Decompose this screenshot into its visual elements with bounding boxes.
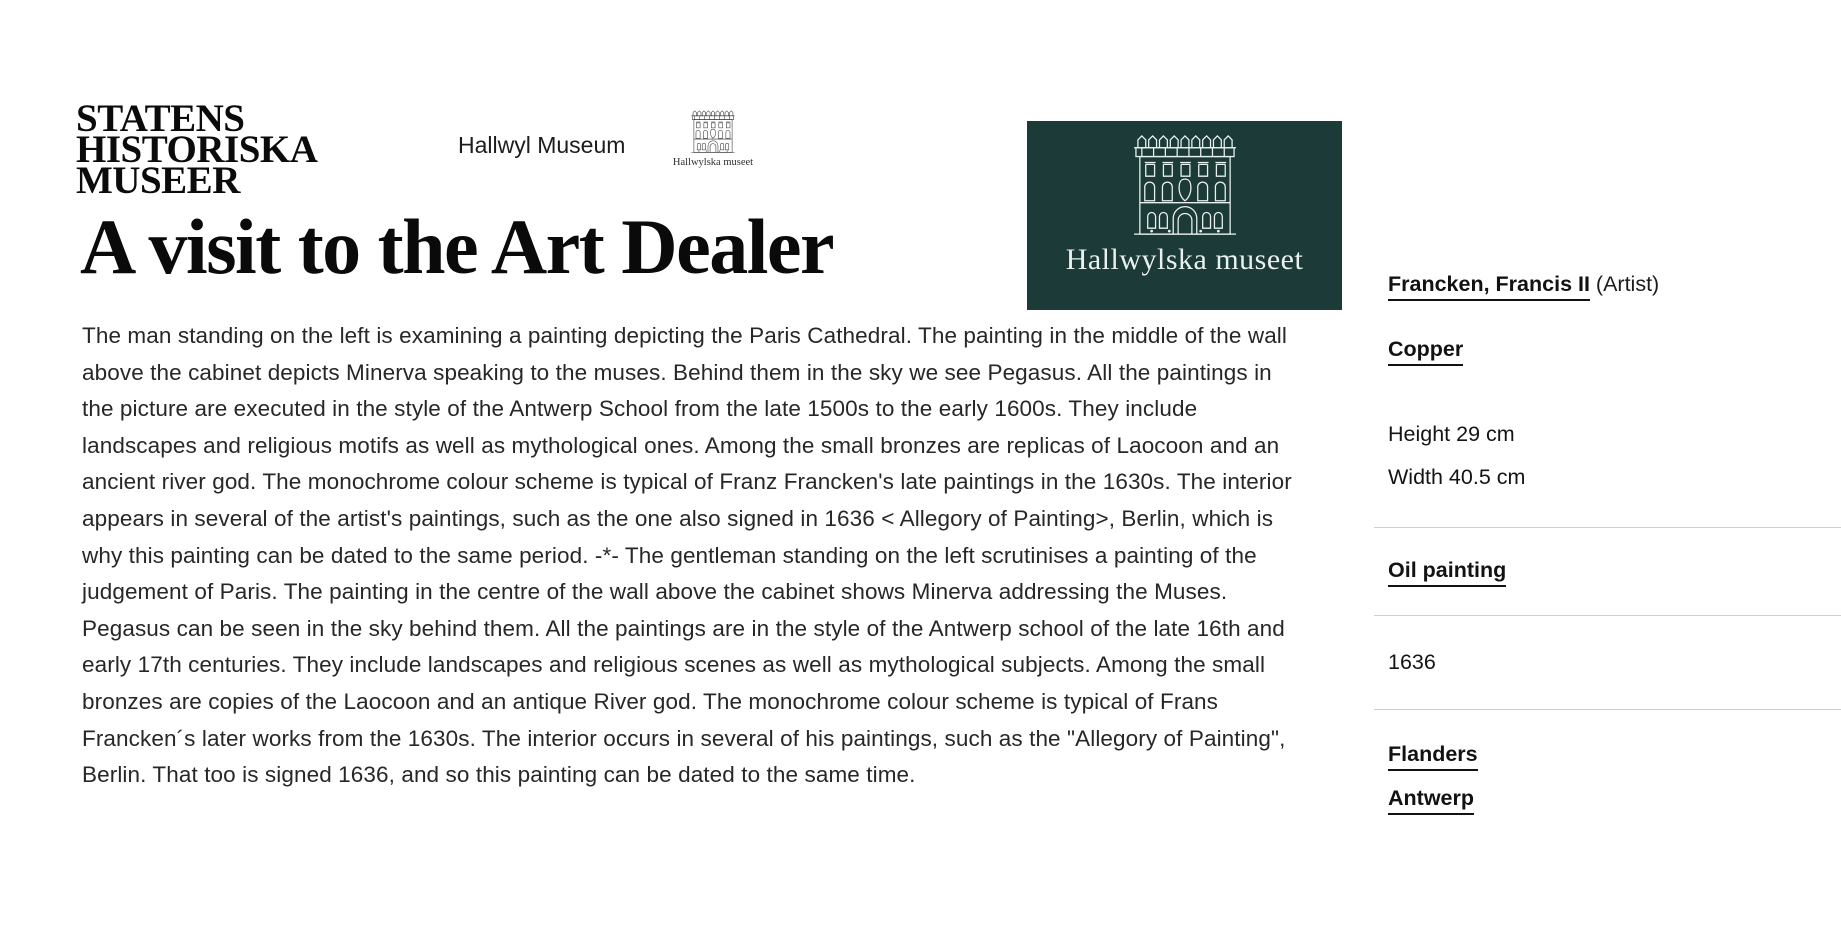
banner-caption: Hallwylska museet [1065,243,1304,276]
year-value: 1636 [1388,650,1436,674]
technique-row [1388,558,1506,587]
city-row [1388,786,1474,815]
divider [1374,615,1841,616]
page-title: A visit to the Art Dealer [80,203,834,290]
material-link[interactable]: Copper [1388,337,1463,366]
hallwylska-museet-mini-logo[interactable] [670,110,756,168]
hallwyl-building-icon [1126,134,1244,238]
material-row [1388,337,1463,366]
technique-link[interactable]: Oil painting [1388,558,1506,587]
brand-line-2: HISTORISKA [76,128,318,171]
artist-link[interactable]: Francken, Francis II [1388,272,1590,301]
hallwyl-building-icon [688,110,738,154]
artwork-description: The man standing on the left is examining a painting depicting the Paris Cathedral. The painting in the middle of the wall above the cabinet depicts Minerva speaking to the muses. Behind them in the sky we see Pegasus. All the paintings in the picture are executed in the style of the Antwerp School from the late 1500s to the early 1600s. They include landscapes and religious motifs as well as mythological ones. Among the small bronzes are replicas of Laocoon and an ancient river god. The monochrome colour scheme is typical of Franz Francken's late paintings in the 1630s. The interior appears in several of the artist's paintings, such as the one also signed in 1636 < Allegory of Painting>, Berlin, which is why this painting can be dated to the same period. -*- The gentleman standing on the left scrutinises a painting of the judgement of Paris. The painting in the centre of the wall above the cabinet shows Minerva addressing the Muses. Pegasus can be seen in the sky behind them. All the paintings are in the style of the Antwerp school of the late 16th and early 17th centuries. They include landscapes and religious scenes as well as mythological subjects. Among the small bronzes are copies of the Laocoon and an antique River god. The monochrome colour scheme is typical of Frans Francken´s later works from the 1630s. The interior occurs in several of his paintings, such as the "Allegory of Painting", Berlin. That too is signed 1636, and so this painting can be dated to the same time. [82,323,1292,788]
hallwylska-museet-banner [1027,121,1342,310]
statens-historiska-museer-logo[interactable] [76,97,318,202]
brand-line-3: MUSEER [76,159,240,202]
height-value: Height 29 cm [1388,422,1515,446]
brand-line-1: STATENS [76,97,245,140]
mini-logo-caption: Hallwylska museet [672,157,754,168]
city-link[interactable]: Antwerp [1388,786,1474,815]
artist-row [1388,272,1659,301]
divider [1374,709,1841,710]
region-link[interactable]: Flanders [1388,742,1478,771]
width-value: Width 40.5 cm [1388,465,1526,489]
museum-name-link[interactable]: Hallwyl Museum [458,132,626,158]
divider [1374,527,1841,528]
region-row [1388,742,1478,771]
artist-role-label: (Artist) [1589,272,1660,296]
